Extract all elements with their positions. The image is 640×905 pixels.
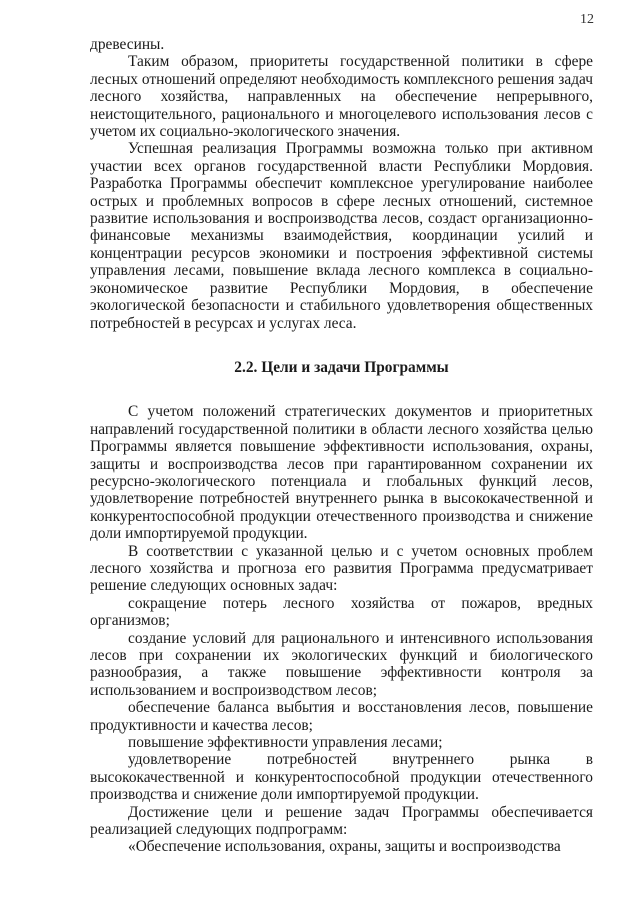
section-heading: 2.2. Цели и задачи Программы	[234, 358, 449, 376]
paragraph: Достижение цели и решение задач Программы обеспечивается реализацией следующих подпрограмм:	[90, 803, 593, 839]
list-item: сокращение потерь лесного хозяйства от пожаров, вредных организмов;	[90, 594, 593, 630]
list-item: повышение эффективности управления лесами;	[128, 734, 443, 752]
page-number: 12	[580, 12, 594, 27]
paragraph: Успешная реализация Программы возможна только при активном участии всех органов государственной власти Республики Мордовия. Разработка Программы обеспечит комплексное урегулирование наиболее острых и проблемных вопросов в сфере лесных отношений, системное развитие использования и воспроизводства лесов, создаст организационно-финансовые механизмы взаимодействия, координации усилий и концентрации ресурсов экономики и построения эффективной системы управления лесами, повышение вклада лесного комплекса в социально-экономическое развитие Республики Мордовия, в обеспечение экологической безопасности и стабильного удовлетворения общественных потребностей в ресурсах и услугах леса.	[90, 140, 593, 332]
paragraph: В соответствии с указанной целью и с учетом основных проблем лесного хозяйства и прогноза его развития Программа предусматривает решение следующих основных задач:	[90, 542, 593, 595]
paragraph: «Обеспечение использования, охраны, защиты и воспроизводства	[128, 838, 561, 856]
paragraph-continuation: древесины.	[90, 36, 165, 53]
paragraph: Таким образом, приоритеты государственной политики в сфере лесных отношений определяют необходимость комплексного решения задач лесного хозяйства, направленных на обеспечение непрерывного, неистощительного, рационального и многоцелевого использования лесов с учетом их социально-экологического значения.	[90, 53, 593, 141]
list-item: удовлетворение потребностей внутреннего рынка в высококачественной и конкурентоспособной продукции отечественного производства и снижение доли импортируемой продукции.	[90, 751, 593, 804]
document-body	[90, 36, 593, 856]
list-item: создание условий для рационального и интенсивного использования лесов при сохранении их экологических функций и биологического разнообразия, а также повышение эффективности контроля за использованием и воспроизводством лесов;	[90, 629, 593, 699]
list-item: обеспечение баланса выбытия и восстановления лесов, повышение продуктивности и качества лесов;	[90, 699, 593, 734]
paragraph: С учетом положений стратегических документов и приоритетных направлений государственной политики в области лесного хозяйства целью Программы является повышение эффективности использования, охраны, защиты и воспроизводства лесов при гарантированном сохранении их ресурсно-экологического потенциала и глобальных функций лесов, удовлетворение потребностей внутреннего рынка в высококачественной и конкурентоспособной продукции отечественного производства и снижение доли импортируемой продукции.	[90, 403, 593, 543]
